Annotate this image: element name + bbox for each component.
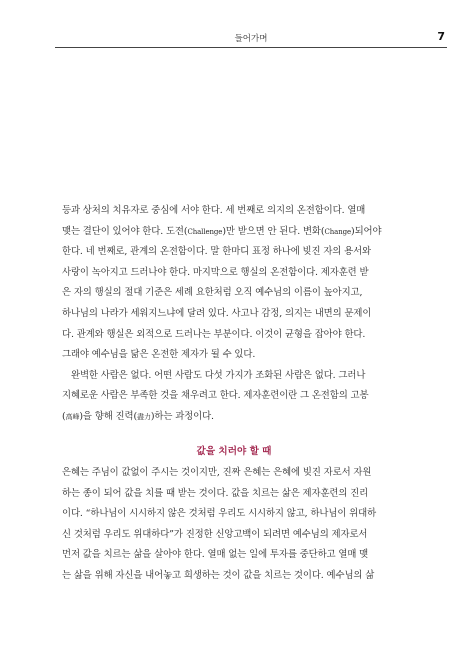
text-line: 은혜는 주님이 값없이 주시는 것이지만, 진짜 은혜는 은혜에 빚진 자로서 자원: [62, 467, 372, 478]
text-line: 하나님의 나라가 세워지느냐에 달려 있다. 사고나 감정, 의지는 내면의 문제이: [62, 307, 372, 319]
hanja-term: 盡力: [137, 412, 151, 421]
text-line: 신 것처럼 우리도 위대하다”가 진정한 신앙고백이 되려면 예수님의 제자로서: [62, 528, 368, 540]
text-line: 사랑이 녹아지고 드러나야 한다. 마지막으로 행실의 온전함이다. 제자훈련 받: [62, 266, 369, 278]
hanja-term: 高峰: [65, 412, 80, 421]
text-line: 는 삶을 위해 자신을 내어놓고 희생하는 것이 값을 치르는 것이다. 예수님의 삶: [62, 569, 375, 581]
text-line: 다. 관계와 행실은 외적으로 드러나는 부분이다. 이것이 균형을 잡아야 한다.: [62, 328, 366, 340]
text-line: 지혜로운 사람은 부족한 것을 채우려고 한다. 제자훈련이란 그 온전함의 고봉: [62, 390, 369, 402]
text-line: (高峰)을 향해 진력(盡力)하는 과정이다.: [62, 410, 214, 422]
text-line: 그래야 예수님을 닮은 온전한 제자가 될 수 있다.: [62, 349, 256, 361]
page-number: 7: [437, 30, 445, 43]
text-line: 한다. 네 번째로, 관계의 온전함이다. 말 한마디 표정 하나에 빚진 자의 용서와: [62, 246, 372, 258]
english-term: Challenge: [187, 227, 223, 236]
body-paragraphs-top: [62, 201, 406, 428]
text-line: 완벽한 사람은 없다. 어떤 사람도 다섯 가지가 조화된 사람은 없다. 그러나: [71, 369, 366, 381]
body-paragraphs-bottom: [62, 463, 406, 587]
text-line: 먼저 값을 치르는 삶을 살아야 한다. 열매 없는 일에 투자를 중단하고 열매 맺: [62, 549, 369, 561]
text-line: 맺는 결단이 있어야 한다. 도전(Challenge)만 받으면 안 된다. 변화(Change)되어야: [62, 225, 382, 237]
section-title: 들어가며: [234, 34, 268, 44]
section-subheading: 값을 치러야 할 때: [196, 446, 272, 457]
text-line: 은 자의 행실의 절대 기준은 세례 요한처럼 오직 예수님의 이름이 높아지고,: [62, 287, 363, 299]
text-line: 이다. “하나님이 시시하지 않은 것처럼 우리도 시시하지 않고, 하나님이 위대하: [62, 508, 377, 520]
running-header: [55, 28, 447, 48]
english-term: Change: [324, 227, 352, 236]
text-line: 하는 종이 되어 값을 치를 때 받는 것이다. 값을 치르는 삶은 제자훈련의 진리: [62, 487, 369, 499]
text-line: 등과 상처의 치유자로 중심에 서야 한다. 세 번째로 의지의 온전함이다. 열매: [62, 205, 366, 216]
